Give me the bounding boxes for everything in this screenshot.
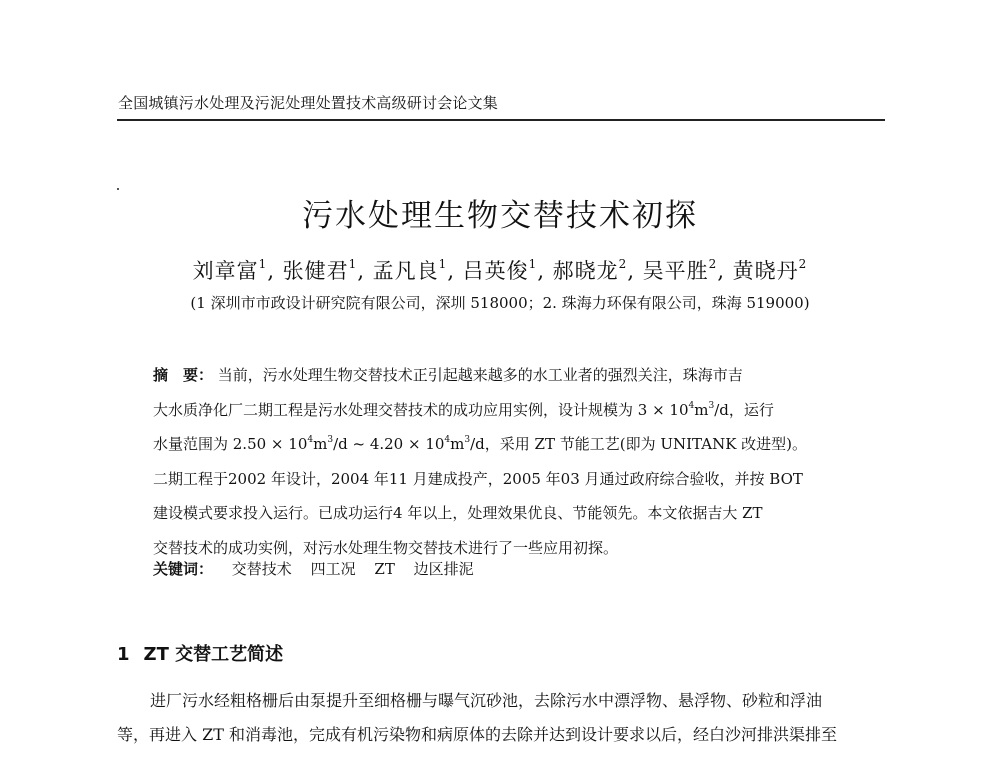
author-name: 郝晓龙: [552, 259, 619, 283]
abstract-text: /d，采用 ZT 节能工艺(即为 UNITANK 改进型)。: [470, 435, 808, 453]
body-line: 进厂污水经粗格栅后由泵提升至细格栅与曝气沉砂池，去除污水中漂浮物、悬浮物、砂粒和浮油: [150, 691, 823, 710]
keyword: 四工况: [310, 560, 356, 578]
keyword: 交替技术: [231, 560, 292, 578]
exponent: 3: [708, 400, 715, 411]
section-heading: [117, 640, 283, 666]
author-affiliation-mark: 2: [618, 257, 628, 271]
abstract-text: 大水质净化厂二期工程是污水处理交替技术的成功应用实例，设计规模为 3 × 10: [153, 400, 689, 419]
unit-text: m: [450, 435, 465, 453]
keyword: ZT: [374, 560, 395, 578]
author-name: 黄晓丹: [732, 259, 799, 283]
abstract-text: /d，运行: [714, 400, 774, 419]
author-affiliation-mark: 2: [708, 257, 718, 271]
body-paragraph: [117, 684, 887, 752]
abstract-line: [153, 393, 858, 428]
paper-title: 污水处理生物交替技术初探: [302, 198, 698, 234]
author-name: 刘章富: [192, 259, 259, 283]
body-line: 等，再进入 ZT 和消毒池，完成有机污染物和病原体的去除并达到设计要求以后，经白沙河排洪渠排至: [117, 725, 837, 744]
keyword: 边区排泥: [413, 560, 474, 578]
exponent: 3: [327, 435, 334, 445]
author-affiliation-mark: 1: [348, 257, 358, 271]
author-name: 吕英俊: [462, 259, 529, 283]
keywords: [153, 558, 474, 579]
unit-text: m: [694, 400, 709, 419]
author-name: 孟凡良: [372, 259, 439, 283]
abstract-line: 交替技术的成功实例，对污水处理生物交替技术进行了一些应用初探。: [153, 538, 619, 557]
unit-text: m: [313, 435, 328, 453]
abstract-label: 摘 要：: [153, 366, 214, 384]
abstract-text: 水量范围为 2.50 × 10: [153, 435, 308, 453]
abstract-line: 二期工程于2002 年设计，2004 年11 月建成投产，2005 年03 月通过政府综合验收，并按 BOT: [153, 469, 803, 488]
author-affiliation-mark: 1: [438, 257, 448, 271]
keywords-label: 关键词：: [153, 560, 214, 578]
abstract-text: /d ~ 4.20 × 10: [333, 435, 445, 453]
abstract-line: [153, 427, 858, 462]
section-title: ZT 交替工艺简述: [143, 644, 284, 665]
section-number: 1: [117, 644, 130, 665]
abstract-text: 当前，污水处理生物交替技术正引起越来越多的水工业者的强烈关注，珠海市吉: [217, 366, 743, 384]
running-header: 全国城镇污水处理及污泥处理处置技术高级研讨会论文集: [118, 94, 499, 112]
exponent: 4: [444, 435, 451, 445]
author-list: 刘章富$^1$, 张健君$^1$, 孟凡良$^1$, 吕英俊$^1$, 郝晓龙$^2$, 吴平胜$^2$, 黄晓丹$^2$: [192, 257, 808, 283]
author-name: 吴平胜: [642, 259, 709, 283]
abstract-line: [153, 358, 858, 393]
exponent: 4: [307, 435, 314, 445]
author-affiliation-mark: 2: [798, 257, 808, 271]
abstract-line: 建设模式要求投入运行。已成功运行4 年以上，处理效果优良、节能领先。本文依据吉大 ZT: [153, 504, 763, 522]
abstract: [153, 358, 858, 565]
exponent: 3: [464, 435, 471, 445]
exponent: 4: [688, 400, 695, 411]
author-name: 张健君: [282, 259, 349, 283]
author-affiliation-mark: 1: [528, 257, 538, 271]
header-rule: [117, 119, 885, 121]
affiliation: (1 深圳市市政设计研究院有限公司，深圳 518000；2. 珠海力环保有限公司，珠海 519000): [190, 294, 810, 312]
author-affiliation-mark: 1: [258, 257, 268, 271]
